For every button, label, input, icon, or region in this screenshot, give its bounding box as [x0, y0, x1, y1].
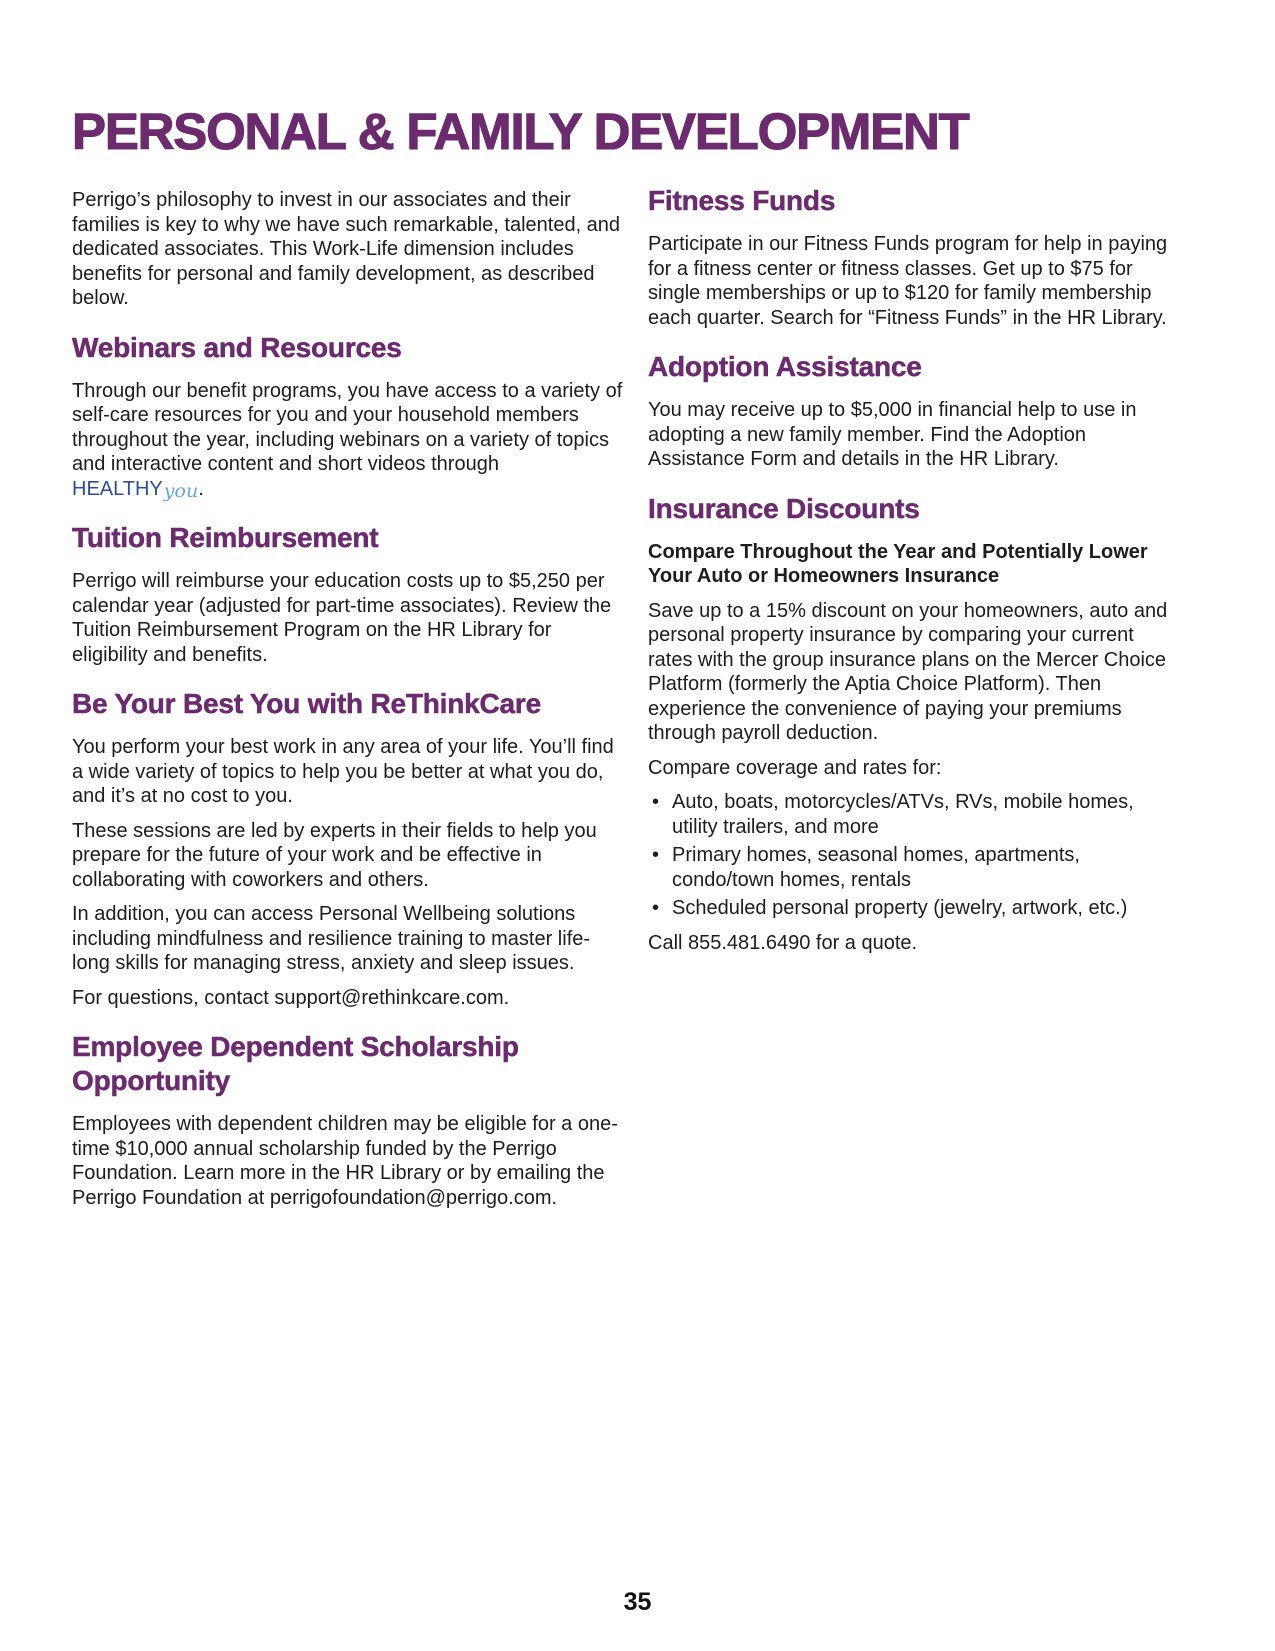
section-dependent-scholarship	[72, 1030, 624, 1210]
scholarship-paragraph: Employees with dependent children may be eligible for a one-time $10,000 annual scholarship funded by the Perrigo Foundation. Learn more in the HR Library or by emailing the Perrigo Foundation at perrigofoundation@perrigo.com.	[72, 1113, 618, 1209]
rethinkcare-paragraph-3: In addition, you can access Personal Wellbeing solutions including mindfulness and resilience training to master life-long skills for managing stress, anxiety and sleep issues.	[72, 903, 591, 974]
list-item-personal-property: • Scheduled personal property (jewelry, artwork, etc.)	[648, 896, 1182, 921]
section-heading-fitness: Fitness Funds	[648, 185, 836, 216]
section-heading-insurance: Insurance Discounts	[648, 492, 920, 524]
left-column	[72, 188, 624, 1220]
rethinkcare-paragraph-1: You perform your best work in any area of your life. You’ll find a wide variety of topics to help you be better at what you do, and it’s at no cost to you.	[72, 736, 614, 807]
tuition-paragraph: Perrigo will reimburse your education costs up to $5,250 per calendar year (adjusted for part-time associates). Review the Tuition Reimbursement Program on the HR Library for eligibility and benefits.	[72, 570, 612, 666]
fitness-paragraph: Participate in our Fitness Funds program for help in paying for a fitness center or fitness classes. Get up to $75 for single memberships or up to $120 for family membership each quarter. Search for “Fitness Funds” in the HR Library.	[648, 233, 1168, 329]
section-fitness-funds	[648, 184, 1182, 330]
section-heading-tuition: Tuition Reimbursement	[72, 522, 379, 553]
section-rethinkcare	[72, 687, 624, 1010]
page-title: PERSONAL & FAMILY DEVELOPMENT	[72, 103, 969, 160]
text-run-after-link: .	[198, 477, 204, 500]
intro-paragraph: Perrigo’s philosophy to invest in our associates and their families is key to why we have such remarkable, talented, and dedicated associates. This Work-Life dimension includes benefits for personal and family development, as described below.	[72, 189, 621, 309]
text-run-before-link: Through our benefit programs, you have access to a variety of self-care resources for you and your household members throughout the year, including webinars on a variety of topics and interactive content and short videos through	[72, 379, 623, 475]
insurance-paragraph-1: Save up to a 15% discount on your homeowners, auto and personal property insurance by comparing your current rates with the group insurance plans on the Mercer Choice Platform (formerly the Aptia Choice Platform). Then experience the convenience of paying your premiums through payroll deduction.	[648, 599, 1168, 744]
rethinkcare-contact-line: For questions, contact support@rethinkcare.com.	[72, 986, 510, 1009]
section-adoption-assistance	[648, 350, 1182, 472]
section-tuition-reimbursement	[72, 521, 624, 667]
healthyyou-brand-script: you	[163, 479, 199, 502]
healthyyou-link[interactable]	[72, 478, 198, 500]
section-insurance-discounts	[648, 492, 1182, 956]
coverage-list	[648, 790, 1182, 921]
insurance-quote-line: Call 855.481.6490 for a quote.	[648, 931, 918, 954]
two-column-layout	[72, 185, 1186, 1220]
webinars-paragraph	[72, 379, 624, 502]
list-item-homes: • Primary homes, seasonal homes, apartments, condo/town homes, rentals	[648, 843, 1182, 892]
section-heading-scholarship: Employee Dependent Scholarship Opportunity	[72, 1031, 519, 1096]
insurance-compare-line: Compare coverage and rates for:	[648, 756, 942, 779]
list-item-auto: • Auto, boats, motorcycles/ATVs, RVs, mobile homes, utility trailers, and more	[648, 790, 1182, 839]
section-heading-rethinkcare: Be Your Best You with ReThinkCare	[72, 688, 541, 719]
section-webinars-and-resources	[72, 331, 624, 502]
right-column	[648, 185, 1182, 965]
healthyyou-brand-caps: HEALTHY	[72, 477, 163, 500]
insurance-subheading: Compare Throughout the Year and Potentially Lower Your Auto or Homeowners Insurance	[648, 540, 1148, 587]
rethinkcare-paragraph-2: These sessions are led by experts in their fields to help you prepare for the future of your work and be effective in collaborating with coworkers and others.	[72, 819, 597, 891]
adoption-paragraph: You may receive up to $5,000 in financial help to use in adopting a new family member. Find the Adoption Assistance Form and details in the HR Library.	[648, 399, 1137, 470]
page-content	[0, 104, 1275, 1220]
section-heading-webinars: Webinars and Resources	[72, 331, 402, 363]
section-heading-adoption: Adoption Assistance	[648, 351, 922, 382]
page-number: 35	[623, 1588, 652, 1616]
